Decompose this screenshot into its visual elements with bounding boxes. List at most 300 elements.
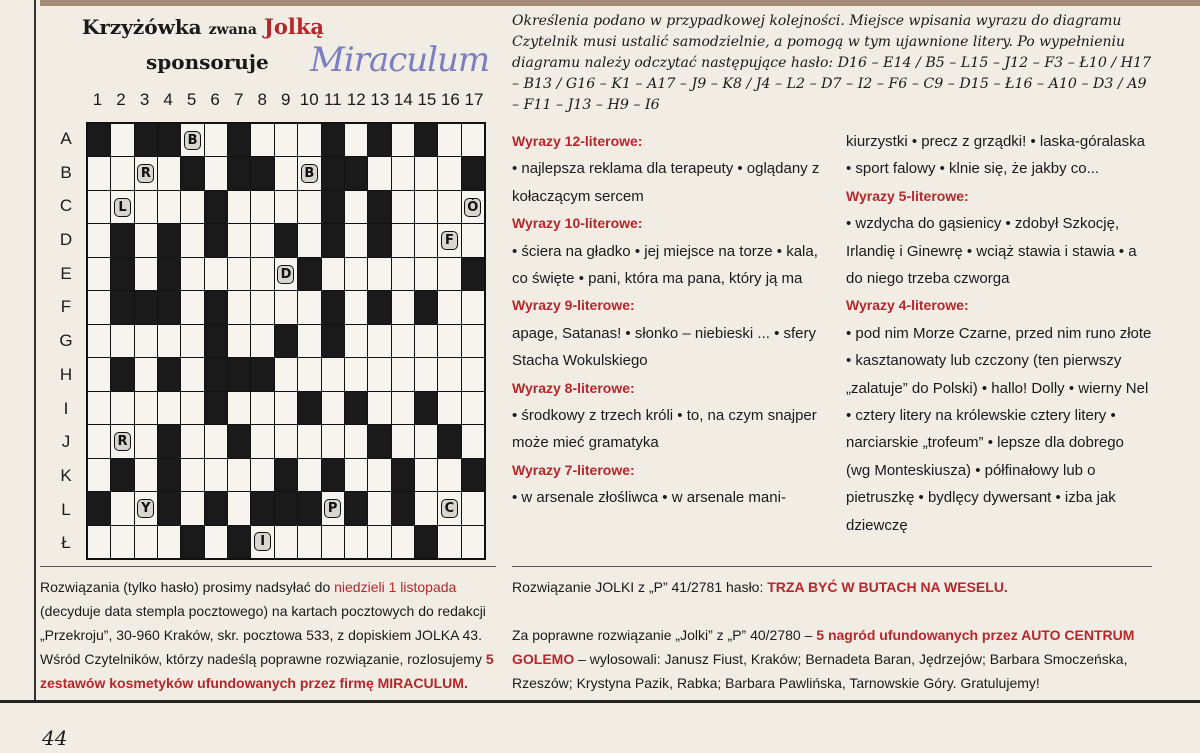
grid-cell xyxy=(251,124,273,156)
puzzle-instructions xyxy=(512,11,1152,116)
grid-cell xyxy=(462,191,484,223)
row-label: B xyxy=(60,162,72,182)
grid-cell xyxy=(251,325,273,357)
grid-cell xyxy=(298,191,320,223)
grid-cell xyxy=(88,358,110,390)
grid-cell xyxy=(111,526,133,558)
solution-codes: D16 – E14 / B5 – L15 – J12 – F3 – Ł10 / H17 – B13 / G16 – K1 – A17 – J9 – K8 / J4 – L2 – D7 – I2 – F6 – C9 – D15 – Ł16 – A10 – D3 / A9 – F11 – J13 – H9 – I6 xyxy=(512,55,1152,113)
frame-bottom-line xyxy=(0,700,1200,703)
clue-section-header: Wyrazy 4-literowe: xyxy=(846,297,969,314)
grid-cell xyxy=(251,392,273,424)
grid-cell xyxy=(135,224,157,256)
black-cell xyxy=(158,492,180,524)
title-name: Jolką xyxy=(263,14,324,39)
grid-cell xyxy=(322,526,344,558)
grid-cell xyxy=(158,325,180,357)
column-number: 15 xyxy=(417,90,437,109)
black-cell xyxy=(298,492,320,524)
grid-cell xyxy=(88,392,110,424)
grid-cell xyxy=(322,392,344,424)
black-cell xyxy=(135,124,157,156)
grid-cell xyxy=(275,358,297,390)
grid-cell xyxy=(251,191,273,223)
grid-cell xyxy=(275,425,297,457)
grid-cell xyxy=(415,325,437,357)
clue-list: kiurzystki • precz z grządki! • laska-góralaska • sport falowy • klnie się, że jakby co... xyxy=(846,133,1145,178)
grid-cell xyxy=(462,526,484,558)
black-cell xyxy=(158,224,180,256)
grid-cell xyxy=(275,124,297,156)
grid-cell xyxy=(392,526,414,558)
grid-cell xyxy=(88,459,110,491)
column-number: 11 xyxy=(323,90,342,109)
grid-cell xyxy=(298,157,320,189)
grid-cell xyxy=(88,425,110,457)
grid-cell xyxy=(298,224,320,256)
row-label: F xyxy=(60,297,72,317)
grid-cell xyxy=(228,291,250,323)
given-letter: C xyxy=(441,499,458,518)
grid-cell xyxy=(368,358,390,390)
given-letter: D xyxy=(277,265,294,284)
grid-cell xyxy=(88,191,110,223)
grid-cell xyxy=(275,258,297,290)
grid-cell xyxy=(462,124,484,156)
grid-cell xyxy=(392,392,414,424)
grid-cell xyxy=(345,459,367,491)
row-label: K xyxy=(60,465,72,485)
grid-cell xyxy=(135,325,157,357)
grid-cell xyxy=(205,157,227,189)
grid-cell xyxy=(298,358,320,390)
black-cell xyxy=(438,425,460,457)
black-cell xyxy=(322,124,344,156)
row-label: D xyxy=(59,230,73,250)
grid-cell xyxy=(228,224,250,256)
deadline: niedzieli 1 listopada xyxy=(334,579,457,595)
row-label: H xyxy=(59,364,73,384)
grid-cell xyxy=(88,325,110,357)
grid-cell xyxy=(181,358,203,390)
grid-cell xyxy=(392,358,414,390)
grid-cell xyxy=(158,191,180,223)
grid-cell xyxy=(251,258,273,290)
black-cell xyxy=(205,325,227,357)
page-number: 44 xyxy=(42,726,68,750)
black-cell xyxy=(181,526,203,558)
black-cell xyxy=(392,492,414,524)
black-cell xyxy=(181,157,203,189)
given-letter: F xyxy=(441,231,458,250)
given-letter: B xyxy=(184,131,201,150)
black-cell xyxy=(462,459,484,491)
grid-cell xyxy=(438,291,460,323)
black-cell xyxy=(111,224,133,256)
given-letter: P xyxy=(324,499,341,518)
divider-left xyxy=(40,566,496,567)
grid-cell xyxy=(158,392,180,424)
black-cell xyxy=(158,258,180,290)
grid-cell xyxy=(181,392,203,424)
black-cell xyxy=(111,358,133,390)
grid-cell xyxy=(205,124,227,156)
grid-cell xyxy=(181,459,203,491)
grid-cell xyxy=(462,325,484,357)
black-cell xyxy=(251,358,273,390)
grid-cell xyxy=(322,492,344,524)
grid-cell xyxy=(88,157,110,189)
black-cell xyxy=(251,157,273,189)
grid-cell xyxy=(298,325,320,357)
black-cell xyxy=(205,392,227,424)
grid-cell xyxy=(158,526,180,558)
grid-cell xyxy=(322,358,344,390)
column-number: 6 xyxy=(210,90,220,109)
black-cell xyxy=(111,258,133,290)
grid-cell xyxy=(462,291,484,323)
grid-cell xyxy=(368,392,390,424)
submission-info xyxy=(40,575,496,695)
black-cell xyxy=(345,392,367,424)
grid-cell xyxy=(251,291,273,323)
black-cell xyxy=(228,358,250,390)
column-number: 2 xyxy=(116,90,126,109)
grid-cell xyxy=(135,425,157,457)
grid-cell xyxy=(158,157,180,189)
column-number: 14 xyxy=(393,90,413,109)
grid-cell xyxy=(135,392,157,424)
clue-section-header: Wyrazy 10-literowe: xyxy=(512,215,643,232)
column-number: 17 xyxy=(464,90,484,109)
black-cell xyxy=(322,325,344,357)
clue-list: • pod nim Morze Czarne, przed nim runo złote • kasztanowaty lub czczony (ten pierwszy „zalatuje” do Polski) • hallo! Dolly • wierny Nel • cztery litery na królewskie cztery litery • narciarskie „trofeum” • lepsze dla dobrego (wg Monteskiusza) • półfinałowy lub o pietruszkę • bydlęcy dywersant • izba jak dziewczę xyxy=(846,324,1152,534)
column-number: 16 xyxy=(440,90,460,109)
grid-cell xyxy=(345,224,367,256)
clue-section-header: Wyrazy 7-literowe: xyxy=(512,461,635,478)
grid-cell xyxy=(438,358,460,390)
clue-list: apage, Satanas! • słonko – niebieski ... • sfery Stacha Wokulskiego xyxy=(512,324,817,370)
black-cell xyxy=(368,224,390,256)
black-cell xyxy=(345,492,367,524)
top-color-bar xyxy=(40,0,1200,6)
black-cell xyxy=(368,291,390,323)
grid-cell xyxy=(438,459,460,491)
grid-cell xyxy=(438,325,460,357)
solution-line xyxy=(512,575,1152,599)
black-cell xyxy=(345,157,367,189)
black-cell xyxy=(228,124,250,156)
grid-cell xyxy=(392,124,414,156)
grid-cell xyxy=(298,459,320,491)
grid-cell xyxy=(322,425,344,457)
title-word: Krzyżówka xyxy=(82,15,202,39)
row-label: A xyxy=(60,129,72,148)
black-cell xyxy=(462,157,484,189)
grid-cell xyxy=(345,291,367,323)
clue-list: • ściera na gładko • jej miejsce na torze • kala, co święte • pani, która ma pana, który ją ma xyxy=(512,242,818,288)
column-number: 4 xyxy=(163,90,173,109)
grid-cell xyxy=(205,526,227,558)
grid-cell xyxy=(438,191,460,223)
grid-cell xyxy=(181,258,203,290)
black-cell xyxy=(322,459,344,491)
black-cell xyxy=(111,291,133,323)
grid-cell xyxy=(392,157,414,189)
grid-cell xyxy=(345,358,367,390)
black-cell xyxy=(415,526,437,558)
column-number: 9 xyxy=(281,90,291,109)
grid-cell xyxy=(111,392,133,424)
grid-cell xyxy=(228,392,250,424)
grid-cell xyxy=(135,258,157,290)
clue-list: • w arsenale złośliwca • w arsenale mani- xyxy=(512,489,786,507)
grid-cell xyxy=(251,526,273,558)
black-cell xyxy=(415,291,437,323)
grid-cell xyxy=(205,459,227,491)
sponsor-line xyxy=(146,50,269,74)
grid-cell xyxy=(251,459,273,491)
grid-cell xyxy=(368,492,390,524)
clue-section-header: Wyrazy 12-literowe: xyxy=(512,133,643,149)
grid-cell xyxy=(298,526,320,558)
submission-text-2: (decyduje data stempla pocztowego) na kartach pocztowych do redakcji „Przekroju”, 30-960 Kraków, skr. pocztowa 533, z dopiskiem JOLKA 43. Wśród Czytelników, którzy nadeślą poprawne rozwiązanie, rozlosujemy xyxy=(40,603,486,667)
miraculum-logo: Miraculum xyxy=(310,40,490,80)
black-cell xyxy=(322,157,344,189)
grid-cell xyxy=(181,191,203,223)
column-number: 5 xyxy=(186,90,197,109)
clue-section-header: Wyrazy 9-literowe: xyxy=(512,297,635,314)
grid-cell xyxy=(415,425,437,457)
grid-cell xyxy=(181,325,203,357)
grid-cell xyxy=(205,425,227,457)
column-numbers xyxy=(86,90,486,112)
grid-cell xyxy=(345,325,367,357)
black-cell xyxy=(322,224,344,256)
grid-cell xyxy=(135,358,157,390)
clue-list: • środkowy z trzech króli • to, na czym snajper może mieć gramatyka xyxy=(512,407,817,452)
instructions-text: Określenia podano w przypadkowej kolejności. Miejsce wpisania wyrazu do diagramu Czytelnik musi ustalić samodzielnie, a pomogą w tym ujawnione litery. Po wypełnieniu diagramu należy odczytać następujące hasło: xyxy=(512,13,1126,71)
grid-cell xyxy=(368,459,390,491)
grid-cell xyxy=(345,258,367,290)
given-letter: R xyxy=(114,432,131,451)
grid-cell xyxy=(438,124,460,156)
grid-cell xyxy=(462,358,484,390)
winners-paragraph xyxy=(512,623,1152,695)
grid-cell xyxy=(181,291,203,323)
black-cell xyxy=(88,124,110,156)
grid-cell xyxy=(111,124,133,156)
black-cell xyxy=(158,358,180,390)
clue-list: • najlepsza reklama dla terapeuty • oglądany z kołaczącym sercem xyxy=(512,160,820,205)
frame-left-line xyxy=(34,0,36,702)
previous-solution xyxy=(512,575,1152,695)
grid-cell xyxy=(111,492,133,524)
divider-right xyxy=(512,566,1152,567)
grid-cell xyxy=(345,425,367,457)
grid-cell xyxy=(415,358,437,390)
grid-cell xyxy=(438,258,460,290)
grid-cell xyxy=(438,224,460,256)
grid-cell xyxy=(392,258,414,290)
grid-cell xyxy=(135,492,157,524)
grid-cell xyxy=(438,392,460,424)
black-cell xyxy=(368,425,390,457)
grid-cell xyxy=(135,459,157,491)
row-label: Ł xyxy=(61,533,71,553)
grid-cell xyxy=(111,191,133,223)
grid-cell xyxy=(181,224,203,256)
title-small-word: zwana xyxy=(208,22,257,38)
clue-list: • wzdycha do gąsienicy • zdobył Szkocję, Irlandię i Ginewrę • wciąż stawia i stawia • a do niego trzeba czworga xyxy=(846,215,1137,288)
black-cell xyxy=(88,492,110,524)
grid-cell xyxy=(368,325,390,357)
black-cell xyxy=(158,291,180,323)
black-cell xyxy=(228,157,250,189)
grid-cell xyxy=(368,157,390,189)
clues-column-1 xyxy=(512,128,828,512)
grid-cell xyxy=(415,459,437,491)
grid-cell xyxy=(135,157,157,189)
black-cell xyxy=(275,459,297,491)
grid-cell xyxy=(275,191,297,223)
given-letter: I xyxy=(254,532,271,551)
black-cell xyxy=(322,191,344,223)
solution-value: TRZA BYĆ W BUTACH NA WESELU. xyxy=(767,579,1008,595)
grid-cell xyxy=(345,526,367,558)
grid-cell xyxy=(205,258,227,290)
black-cell xyxy=(111,459,133,491)
grid-cell xyxy=(415,191,437,223)
black-cell xyxy=(298,258,320,290)
grid-cell xyxy=(438,157,460,189)
winners-list: – wylosowali: Janusz Fiust, Kraków; Bernadeta Baran, Jędrzejów; Barbara Smoczeńska, Rzeszów; Krystyna Pazik, Rabka; Barbara Pawlińska, Tarnowskie Góry. Gratulujemy! xyxy=(512,651,1128,691)
sponsor-word: sponsoruje xyxy=(146,50,269,74)
grid-cell xyxy=(228,325,250,357)
row-label: I xyxy=(63,398,69,418)
grid-cell xyxy=(392,425,414,457)
grid-cell xyxy=(345,124,367,156)
column-number: 3 xyxy=(139,90,150,109)
black-cell xyxy=(275,224,297,256)
grid-cell xyxy=(275,392,297,424)
grid-cell xyxy=(345,191,367,223)
column-number: 8 xyxy=(257,90,267,109)
grid-cell xyxy=(322,258,344,290)
submission-text-1: Rozwiązania (tylko hasło) prosimy nadsyłać do xyxy=(40,579,335,595)
grid-cell xyxy=(111,157,133,189)
grid-cell xyxy=(462,492,484,524)
column-number: 10 xyxy=(299,90,319,109)
black-cell xyxy=(205,291,227,323)
grid-cell xyxy=(415,492,437,524)
grid-cell xyxy=(415,157,437,189)
column-number: 13 xyxy=(370,90,390,109)
grid-cell xyxy=(392,191,414,223)
row-labels xyxy=(54,122,78,562)
grid-cell xyxy=(181,492,203,524)
grid-cell xyxy=(228,492,250,524)
grid-cell xyxy=(275,526,297,558)
grid-cell xyxy=(298,425,320,457)
grid-cell xyxy=(298,124,320,156)
row-label: G xyxy=(59,331,73,351)
puzzle-title xyxy=(82,14,324,39)
row-label: C xyxy=(59,196,73,216)
grid-cell xyxy=(111,425,133,457)
black-cell xyxy=(228,425,250,457)
grid-cell xyxy=(392,291,414,323)
clue-section-header: Wyrazy 8-literowe: xyxy=(512,379,635,396)
grid-cell xyxy=(228,191,250,223)
black-cell xyxy=(158,124,180,156)
grid-cell xyxy=(438,526,460,558)
grid-cell xyxy=(368,258,390,290)
black-cell xyxy=(205,191,227,223)
black-cell xyxy=(205,224,227,256)
grid-cell xyxy=(251,224,273,256)
black-cell xyxy=(275,492,297,524)
grid-cell xyxy=(462,425,484,457)
black-cell xyxy=(251,492,273,524)
grid-cell xyxy=(181,425,203,457)
grid-cell xyxy=(88,258,110,290)
grid-cell xyxy=(462,224,484,256)
black-cell xyxy=(415,392,437,424)
grid-cell xyxy=(368,526,390,558)
black-cell xyxy=(228,526,250,558)
black-cell xyxy=(415,124,437,156)
grid-cell xyxy=(181,124,203,156)
grid-cell xyxy=(298,291,320,323)
black-cell xyxy=(322,291,344,323)
grid-cell xyxy=(135,526,157,558)
grid-cell xyxy=(392,325,414,357)
grid-cell xyxy=(228,459,250,491)
grid-cell xyxy=(275,157,297,189)
black-cell xyxy=(135,291,157,323)
crossword-grid xyxy=(86,122,486,560)
grid-cell xyxy=(251,425,273,457)
black-cell xyxy=(205,358,227,390)
row-label: L xyxy=(61,499,71,519)
row-label: E xyxy=(60,263,72,283)
black-cell xyxy=(158,425,180,457)
given-letter: Y xyxy=(137,499,154,518)
grid-cell xyxy=(415,258,437,290)
grid-cell xyxy=(228,258,250,290)
grid-cell xyxy=(135,191,157,223)
given-letter: R xyxy=(137,164,154,183)
clues-column-2 xyxy=(846,128,1152,539)
grid-cell xyxy=(415,224,437,256)
prize-info: 5 zestawów kosmetyków ufundowanych przez firmę MIRACULUM. xyxy=(40,651,494,691)
black-cell xyxy=(298,392,320,424)
black-cell xyxy=(205,492,227,524)
given-letter: Ó xyxy=(464,198,481,217)
clue-section-header: Wyrazy 5-literowe: xyxy=(846,187,969,204)
column-number: 7 xyxy=(233,90,244,109)
black-cell xyxy=(368,124,390,156)
column-number: 1 xyxy=(92,90,103,109)
black-cell xyxy=(462,258,484,290)
black-cell xyxy=(368,191,390,223)
grid-cell xyxy=(462,392,484,424)
winners-prize: 5 nagród ufundowanych przez AUTO CENTRUM GOLEMO xyxy=(512,627,1135,667)
grid-cell xyxy=(111,325,133,357)
row-label: J xyxy=(61,432,71,452)
winners-intro: Za poprawne rozwiązanie „Jolki” z „P” 40/2780 – xyxy=(512,627,817,643)
grid-cell xyxy=(438,492,460,524)
